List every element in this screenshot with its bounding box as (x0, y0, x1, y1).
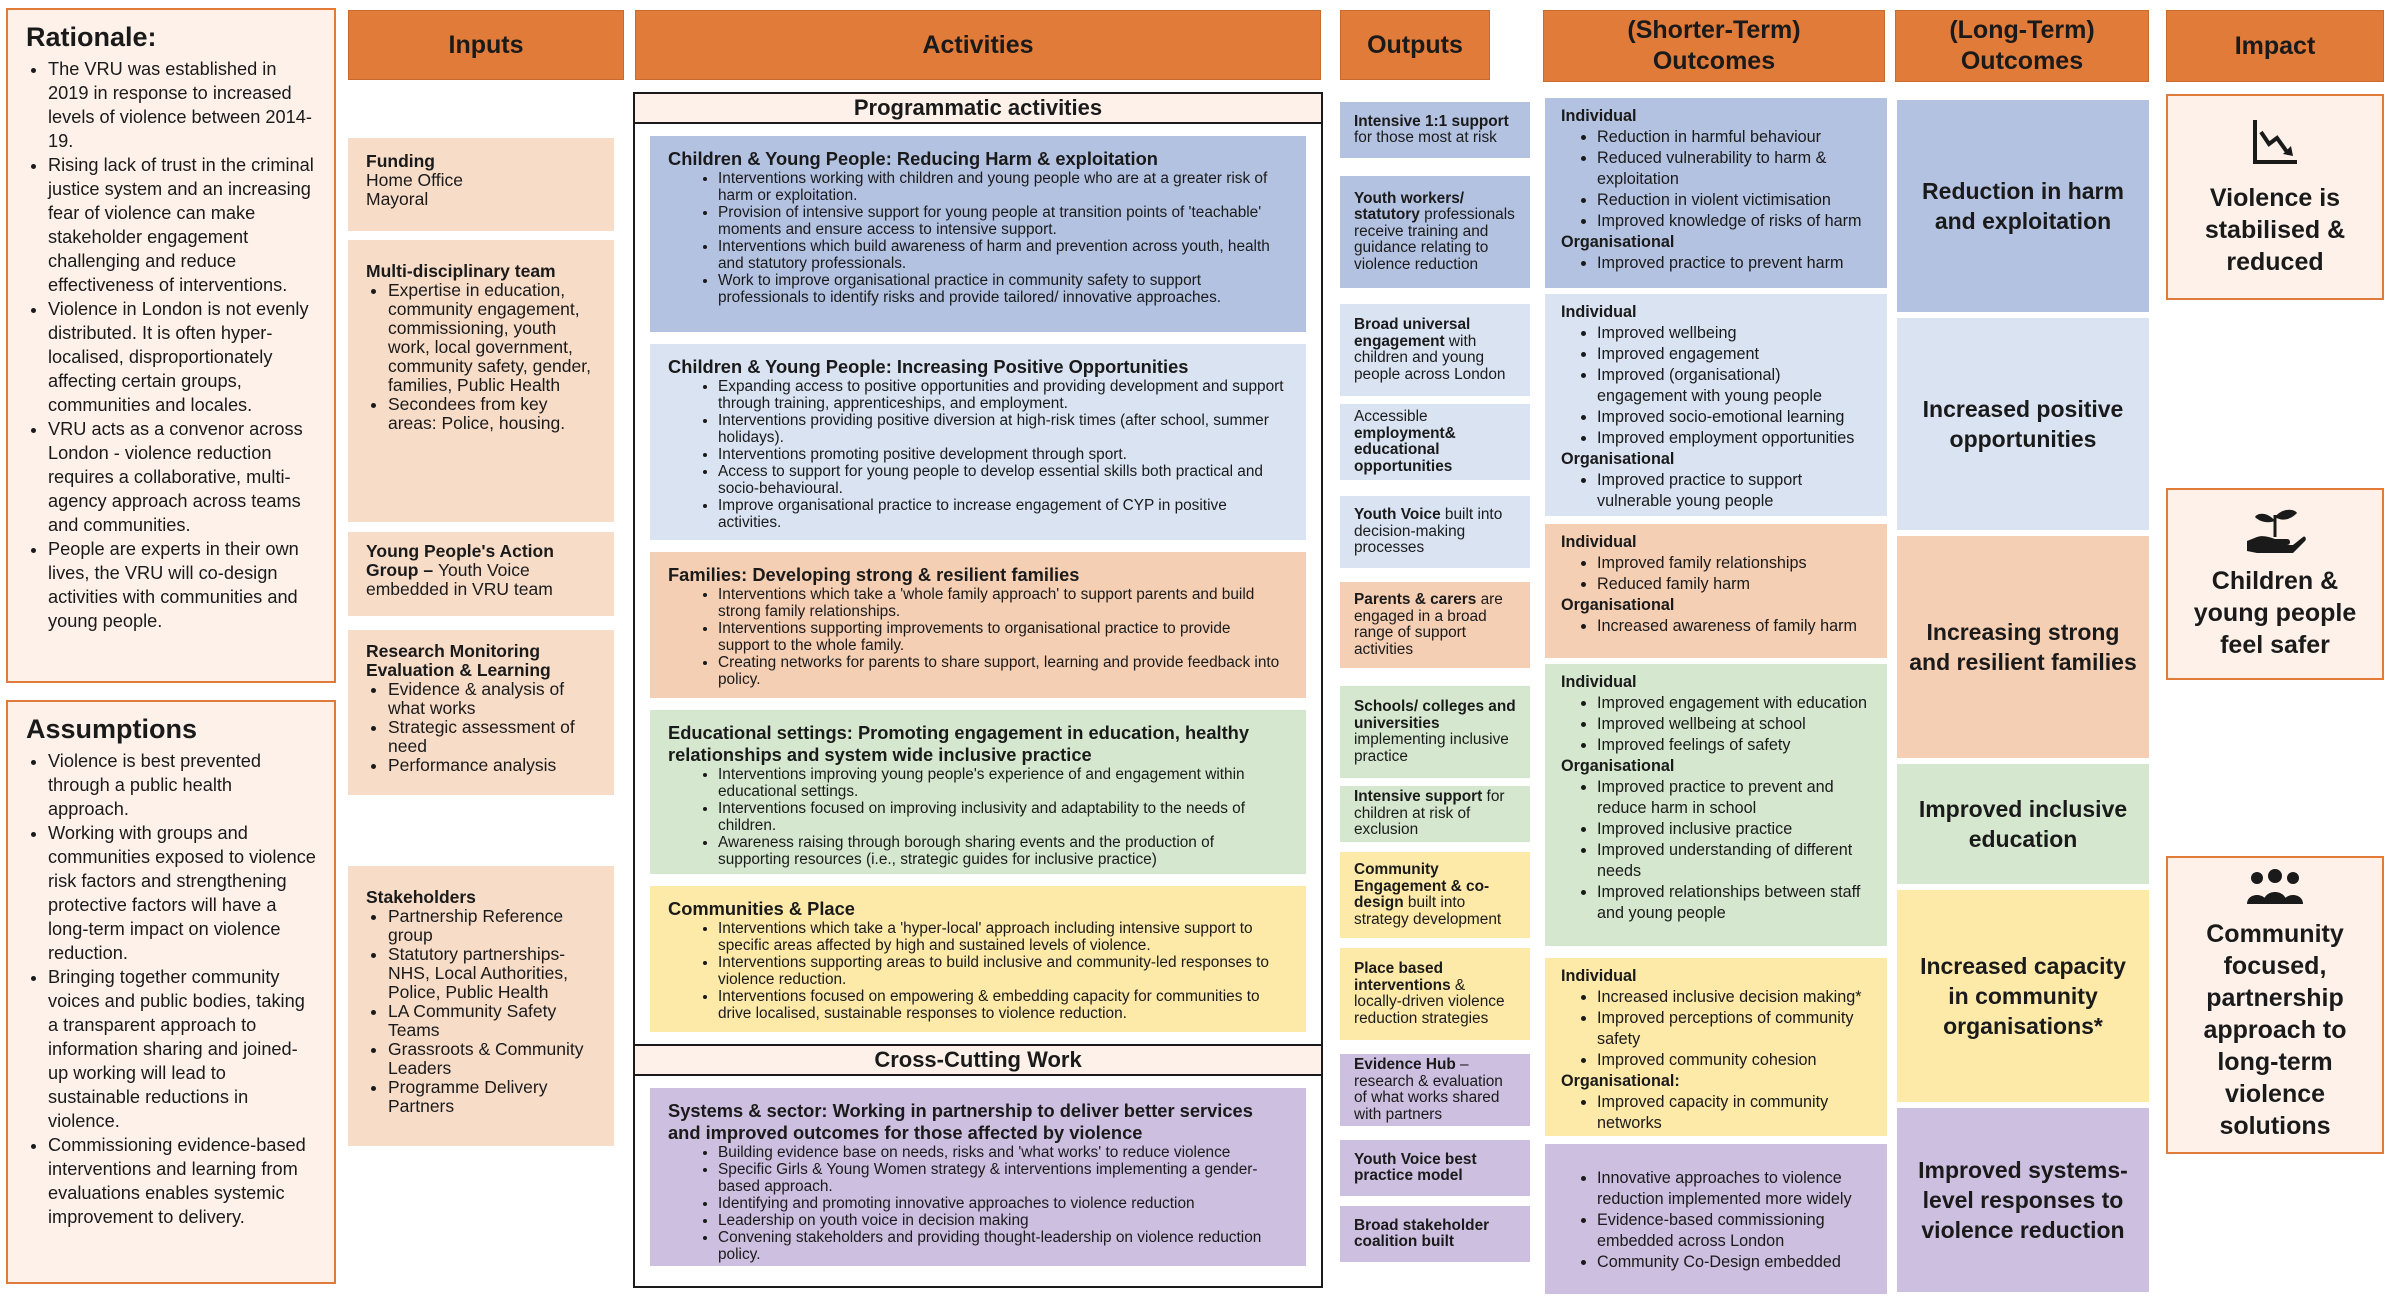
output-bold: Community Engagement & co-design (1354, 861, 1490, 911)
declining-chart-icon (2249, 116, 2301, 168)
activity-title: Educational settings: Promoting engagement in education, healthy relationships and system wide inclusive practice (668, 722, 1250, 765)
header-impact: Impact (2166, 10, 2384, 82)
rationale-item: • Violence in London is not evenly distributed. It is often hyper-localised, disproportionately affecting certain groups, communities and locales. (48, 297, 316, 417)
outcome-list (1561, 777, 1873, 924)
outcome-item: • Improved engagement (1597, 344, 1873, 365)
activity-list (668, 1144, 1286, 1263)
activity-title: Families: Developing strong & resilient families (668, 564, 1080, 585)
impact-text: Children & young people feel safer (2193, 567, 2357, 659)
outcome-group-label: Individual (1561, 303, 1637, 321)
outcome-list (1561, 127, 1873, 232)
outcome-group-label: Individual (1561, 673, 1637, 691)
activity-item: • Interventions which take a 'hyper-local' approach including intensive support to specific areas affected by high and sustained levels of violence. (718, 920, 1286, 954)
activity-item: • Work to improve organisational practice in community safety to support professionals to identify risks and provide tailored/ innovative approaches. (718, 272, 1286, 306)
activity-item: • Interventions focused on improving inclusivity and adaptability to the needs of children. (718, 800, 1286, 834)
rationale-item: • VRU acts as a convenor across London - violence reduction requires a collaborative, multi-agency approach across teams and communities. (48, 417, 316, 537)
input-item: • Partnership Reference group (388, 907, 596, 945)
outcome-group-label: Organisational: (1561, 1072, 1680, 1090)
outcome-list (1561, 693, 1873, 756)
long-outcome-education: Improved inclusive education (1897, 764, 2149, 884)
input-title: Stakeholders (366, 887, 476, 907)
output-text: & locally-driven violence reduction strategies (1354, 976, 1505, 1027)
activity-title: Children & Young People: Increasing Positive Opportunities (668, 356, 1189, 377)
activity-item: • Interventions which take a 'whole family approach' to support parents and build strong family relationships. (718, 586, 1286, 620)
input-item: • Secondees from key areas: Police, housing. (388, 395, 596, 433)
output-bold: Youth workers/ statutory (1354, 189, 1465, 224)
header-long-line1: (Long-Term) (1949, 16, 2095, 44)
header-long-outcomes (1895, 10, 2149, 82)
outcome-item: • Increased inclusive decision making* (1597, 987, 1873, 1008)
input-title: Research Monitoring Evaluation & Learning (366, 641, 551, 680)
activity-item: • Interventions focused on empowering & embedding capacity for communities to drive localised, sustainable responses to violence reduction. (718, 988, 1286, 1022)
outcome-item: • Improved socio-emotional learning (1597, 407, 1873, 428)
outcome-item: • Improved inclusive practice (1597, 819, 1873, 840)
outcome-item: • Improved practice to support vulnerable young people (1597, 470, 1873, 512)
activity-list (668, 920, 1286, 1022)
long-outcome-systems: Improved systems-level responses to violence reduction (1897, 1108, 2149, 1292)
activity-item: • Provision of intensive support for young people at transition points of 'teachable' moments and ensure access to intensive support. (718, 204, 1286, 238)
header-activities: Activities (635, 10, 1321, 80)
outcome-group-label: Organisational (1561, 450, 1675, 468)
hand-plant-icon (2243, 507, 2307, 557)
outcome-item: • Improved practice to prevent harm (1597, 253, 1873, 274)
outcome-item: • Improved relationships between staff and young people (1597, 882, 1873, 924)
output-bold: Place based interventions (1354, 960, 1451, 994)
cross-cutting-title: Cross-Cutting Work (633, 1044, 1323, 1076)
activity-item: • Interventions supporting areas to build inclusive and community-led responses to violence reduction. (718, 954, 1286, 988)
output-bold: Broad universal engagement (1354, 316, 1471, 350)
activity-item: • Interventions providing positive diversion at high-risk times (after school, summer holidays). (718, 412, 1286, 446)
outcome-item: • Improved feelings of safety (1597, 735, 1873, 756)
output-box (1340, 496, 1530, 568)
long-outcome-harm: Reduction in harm and exploitation (1897, 100, 2149, 312)
output-box (1340, 852, 1530, 938)
outcome-item: • Reduced vulnerability to harm & exploitation (1597, 148, 1873, 190)
header-short-line1: (Shorter-Term) (1627, 16, 1801, 44)
outcome-list (1561, 1168, 1873, 1273)
input-stakeholders (348, 866, 614, 1146)
assumptions-title: Assumptions (26, 714, 198, 744)
header-inputs: Inputs (348, 10, 624, 80)
activity-list (668, 170, 1286, 306)
output-box (1340, 102, 1530, 158)
outcome-item: • Improved employment opportunities (1597, 428, 1873, 449)
output-bold: employment& educational opportunities (1354, 424, 1456, 475)
outcome-item: • Reduction in harmful behaviour (1597, 127, 1873, 148)
assumptions-list (26, 749, 316, 1229)
outcome-group-label: Individual (1561, 107, 1637, 125)
output-box (1340, 304, 1530, 396)
input-item: • Evidence & analysis of what works (388, 680, 596, 718)
output-box (1340, 1140, 1530, 1196)
header-long-line2: Outcomes (1960, 47, 2084, 75)
impact-community-focused (2166, 856, 2384, 1154)
output-bold: Youth Voice best practice model (1354, 1150, 1477, 1184)
activity-item: • Awareness raising through borough sharing events and the production of supporting resources (i.e., strategic guides for inclusive practice) (718, 834, 1286, 868)
activity-item: • Interventions which build awareness of harm and prevention across youth, health and statutory professionals. (718, 238, 1286, 272)
short-outcome-opportunities (1545, 294, 1887, 516)
assumption-item: • Violence is best prevented through a public health approach. (48, 749, 316, 821)
activity-item: • Creating networks for parents to share support, learning and provide feedback into policy. (718, 654, 1286, 688)
impact-violence-reduced (2166, 94, 2384, 300)
activity-item: • Interventions promoting positive development through sport. (718, 446, 1286, 463)
output-text: are engaged in a broad range of support activities (1354, 591, 1503, 658)
activity-item: • Identifying and promoting innovative approaches to violence reduction (718, 1195, 1286, 1212)
output-bold: Schools/ colleges and universities (1354, 698, 1516, 732)
input-item: • LA Community Safety Teams (388, 1002, 596, 1040)
short-outcome-education (1545, 664, 1887, 946)
output-bold: Evidence Hub (1354, 1056, 1456, 1073)
assumption-item: • Bringing together community voices and public bodies, taking a transparent approach to information sharing and joined-up working will lead to sustainable reductions in violence. (48, 965, 316, 1133)
input-item: • Grassroots & Community Leaders (388, 1040, 596, 1078)
outcome-item: • Evidence-based commissioning embedded across London (1597, 1210, 1873, 1252)
output-bold: Parents & carers (1354, 591, 1477, 608)
rationale-title: Rationale: (26, 22, 157, 52)
header-short-line2: Outcomes (1652, 47, 1776, 75)
output-text: Accessible (1354, 408, 1428, 425)
output-box (1340, 582, 1530, 668)
outcome-list (1561, 987, 1873, 1071)
short-outcome-systems (1545, 1144, 1887, 1294)
long-outcome-opportunities: Increased positive opportunities (1897, 318, 2149, 530)
input-research (348, 630, 614, 795)
short-outcome-families (1545, 524, 1887, 658)
output-box (1340, 1054, 1530, 1126)
input-title: Funding (366, 151, 436, 171)
assumption-item: • Working with groups and communities exposed to violence risk factors and strengthening protective factors will have a long-term impact on violence reduction. (48, 821, 316, 965)
input-team (348, 240, 614, 522)
output-bold: Youth Voice (1354, 506, 1441, 524)
activity-item: • Access to support for young people to develop essential skills both practical and socio-behavioural. (718, 463, 1286, 497)
outcome-group-label: Individual (1561, 533, 1637, 551)
outcome-item: • Reduced family harm (1597, 574, 1873, 595)
output-bold: Intensive support (1354, 788, 1483, 806)
output-bold: Intensive 1:1 support (1354, 112, 1509, 130)
activity-communities (650, 886, 1306, 1032)
outcome-item: • Improved perceptions of community safety (1597, 1008, 1873, 1050)
rationale-box (6, 8, 336, 683)
activity-item: • Convening stakeholders and providing thought-leadership on violence reduction policy. (718, 1229, 1286, 1263)
output-box (1340, 176, 1530, 288)
output-box (1340, 786, 1530, 842)
activity-item: • Improve organisational practice to increase engagement of CYP in positive activities. (718, 497, 1286, 531)
outcome-list (1561, 323, 1873, 449)
outcome-list (1561, 616, 1873, 637)
activity-title: Systems & sector: Working in partnership to deliver better services and improved outcomes for those affected by violence (668, 1100, 1253, 1143)
activity-item: • Leadership on youth voice in decision making (718, 1212, 1286, 1229)
activity-title: Communities & Place (668, 898, 855, 919)
output-box (1340, 404, 1530, 480)
input-line: Mayoral (366, 189, 429, 209)
rationale-item: • Rising lack of trust in the criminal justice system and an increasing fear of violence can make stakeholder engagement challenging and reduce effectiveness of interventions. (48, 153, 316, 297)
input-list (366, 907, 596, 1116)
outcome-group-label: Organisational (1561, 596, 1675, 614)
header-outputs: Outputs (1340, 10, 1490, 80)
impact-text: Violence is stabilised & reduced (2204, 184, 2346, 276)
outcome-item: • Community Co-Design embedded (1597, 1252, 1873, 1273)
input-text: Youth Voice embedded in VRU team (366, 560, 553, 599)
outcome-item: • Improved community cohesion (1597, 1050, 1873, 1071)
output-box (1340, 948, 1530, 1040)
header-short-outcomes (1543, 10, 1885, 82)
activity-positive-opportunities (650, 344, 1306, 540)
output-bold: Broad stakeholder coalition built (1354, 1216, 1490, 1250)
output-text: with children and young people across London (1354, 332, 1506, 383)
outcome-list (1561, 1092, 1873, 1134)
output-text: implementing inclusive practice (1354, 731, 1509, 765)
activity-families (650, 552, 1306, 698)
short-outcome-communities (1545, 958, 1887, 1136)
input-item: • Statutory partnerships- NHS, Local Authorities, Police, Public Health (388, 945, 596, 1002)
long-outcome-families: Increasing strong and resilient families (1897, 536, 2149, 758)
output-text: for children at risk of exclusion (1354, 788, 1505, 839)
outcome-group-label: Organisational (1561, 757, 1675, 775)
outcome-list (1561, 253, 1873, 274)
impact-children-safer (2166, 488, 2384, 680)
outcome-item: • Improved wellbeing (1597, 323, 1873, 344)
outcome-item: • Improved capacity in community networks (1597, 1092, 1873, 1134)
activity-list (668, 378, 1286, 531)
outcome-list (1561, 553, 1873, 595)
short-outcome-harm (1545, 98, 1887, 288)
assumptions-box (6, 700, 336, 1284)
activity-item: • Interventions working with children and young people who are at a greater risk of harm or exploitation. (718, 170, 1286, 204)
input-item: • Programme Delivery Partners (388, 1078, 596, 1116)
impact-text: Community focused, partnership approach to long-term violence solutions (2203, 920, 2347, 1140)
input-action-group (348, 532, 614, 616)
activity-list (668, 586, 1286, 688)
output-text: built into strategy development (1354, 894, 1502, 928)
outcome-item: • Improved understanding of different needs (1597, 840, 1873, 882)
input-item: • Performance analysis (388, 756, 596, 775)
output-box (1340, 1206, 1530, 1262)
outcome-list (1561, 470, 1873, 512)
activity-item: • Expanding access to positive opportunities and providing development and support through training, apprenticeships, and employment. (718, 378, 1286, 412)
outcome-item: • Increased awareness of family harm (1597, 616, 1873, 637)
output-text: built into decision-making processes (1354, 506, 1503, 557)
input-item: • Expertise in education, community engagement, commissioning, youth work, local government, community safety, gender, families, Public Health (388, 281, 596, 395)
outcome-item: • Improved wellbeing at school (1597, 714, 1873, 735)
outcome-group-label: Organisational (1561, 233, 1675, 251)
output-box (1340, 686, 1530, 778)
outcome-item: • Improved knowledge of risks of harm (1597, 211, 1873, 232)
input-title: Young People's Action Group – (366, 541, 554, 580)
activity-systems-sector (650, 1088, 1306, 1266)
input-list (366, 281, 596, 433)
outcome-item: • Improved practice to prevent and reduce harm in school (1597, 777, 1873, 819)
output-text: for those most at risk (1354, 129, 1497, 146)
activity-item: • Interventions supporting improvements to organisational practice to provide support to the whole family. (718, 620, 1286, 654)
input-title: Multi-disciplinary team (366, 261, 556, 281)
input-list (366, 680, 596, 775)
outcome-item: • Innovative approaches to violence reduction implemented more widely (1597, 1168, 1873, 1210)
rationale-item: • The VRU was established in 2019 in response to increased levels of violence between 2014-19. (48, 57, 316, 153)
activity-item: • Interventions improving young people's experience of and engagement within educational settings. (718, 766, 1286, 800)
activity-item: • Building evidence base on needs, risks and 'what works' to reduce violence (718, 1144, 1286, 1161)
outcome-item: • Reduction in violent victimisation (1597, 190, 1873, 211)
activity-reducing-harm (650, 136, 1306, 332)
activity-educational-settings (650, 710, 1306, 874)
assumption-item: • Commissioning evidence-based interventions and learning from evaluations enables systemic improvement to delivery. (48, 1133, 316, 1229)
input-funding (348, 138, 614, 231)
rationale-list (26, 57, 316, 633)
community-group-icon (2245, 868, 2305, 908)
input-line: Home Office (366, 170, 463, 190)
output-text: – research & evaluation of what works shared with partners (1354, 1056, 1503, 1123)
programmatic-activities-title: Programmatic activities (633, 92, 1323, 124)
long-outcome-community-capacity: Increased capacity in community organisations* (1897, 890, 2149, 1102)
activity-title: Children & Young People: Reducing Harm & exploitation (668, 148, 1158, 169)
outcome-item: • Improved engagement with education (1597, 693, 1873, 714)
input-item: • Strategic assessment of need (388, 718, 596, 756)
output-text: professionals receive training and guidance relating to violence reduction (1354, 206, 1515, 273)
outcome-group-label: Individual (1561, 967, 1637, 985)
outcome-item: • Improved family relationships (1597, 553, 1873, 574)
activity-list (668, 766, 1286, 868)
activity-item: • Specific Girls & Young Women strategy & interventions implementing a gender-based approach. (718, 1161, 1286, 1195)
outcome-item: • Improved (organisational) engagement with young people (1597, 365, 1873, 407)
rationale-item: • People are experts in their own lives, the VRU will co-design activities with communities and young people. (48, 537, 316, 633)
